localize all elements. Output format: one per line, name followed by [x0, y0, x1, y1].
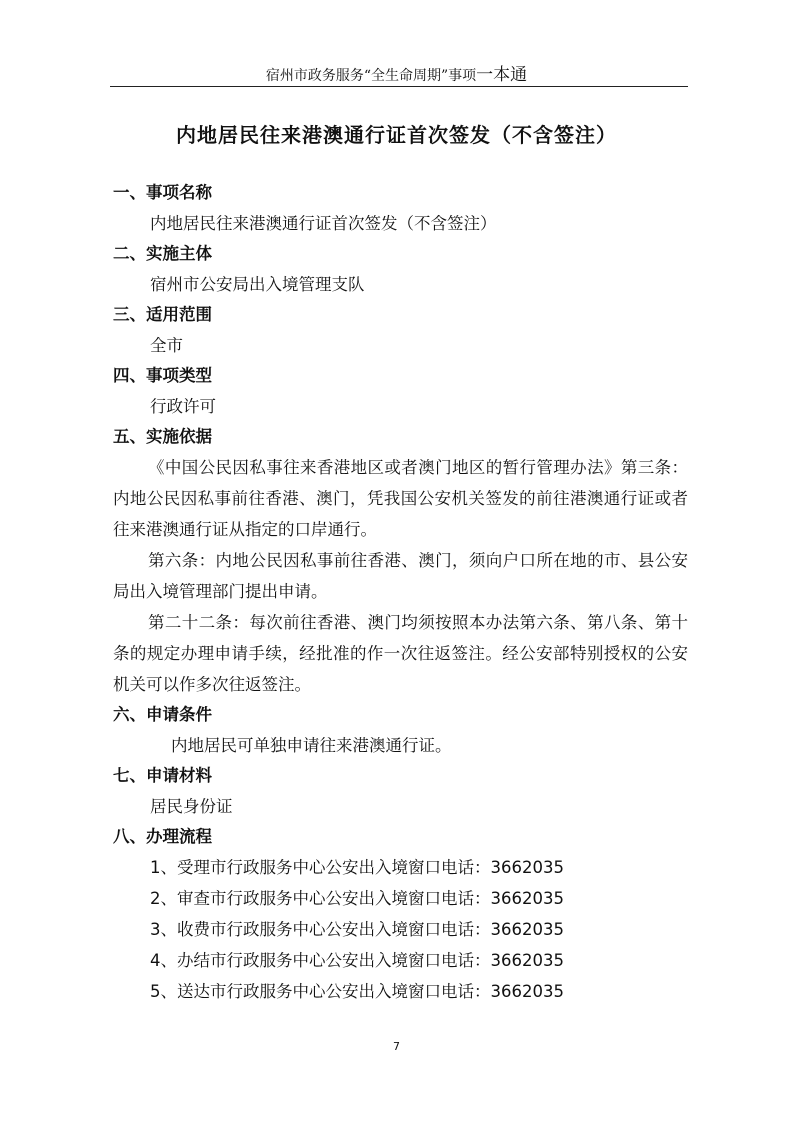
process-step: 1、受理市行政服务中心公安出入境窗口电话：3662035: [150, 858, 564, 877]
header-rule: [110, 86, 688, 87]
section-heading: 四、事项类型: [113, 366, 212, 385]
section-value: 内地居民可单独申请往来港澳通行证。: [171, 736, 452, 755]
page-header: [0, 60, 793, 85]
header-big-text: 一本通: [476, 65, 528, 85]
section-value: 内地居民往来港澳通行证首次签发（不含签注）: [150, 214, 497, 233]
section-value: 居民身份证: [150, 797, 233, 816]
section-heading: 八、办理流程: [113, 827, 212, 846]
document-title: 内地居民往来港澳通行证首次签发（不含签注）: [176, 123, 617, 147]
basis-paragraph: 《中国公民因私事往来香港地区或者澳门地区的暂行管理办法》第三条：内地公民因私事前往香港、澳门，凭我国公安机关签发的前往港澳通行证或者往来港澳通行证从指定的口岸通行。: [113, 458, 688, 539]
header-text: 宿州市政务服务“全生命周期”事项: [265, 68, 477, 84]
process-step: 5、送达市行政服务中心公安出入境窗口电话：3662035: [150, 982, 564, 1001]
section-heading: 七、申请材料: [113, 766, 212, 785]
process-step: 4、办结市行政服务中心公安出入境窗口电话：3662035: [150, 951, 564, 970]
section-value: 行政许可: [150, 397, 216, 416]
section-heading: 三、适用范围: [113, 305, 212, 324]
section-value: 宿州市公安局出入境管理支队: [150, 275, 365, 294]
section-heading: 六、申请条件: [113, 705, 212, 724]
basis-paragraph: 第六条：内地公民因私事前往香港、澳门，须向户口所在地的市、县公安局出入境管理部门提出申请。: [113, 551, 688, 601]
process-step: 3、收费市行政服务中心公安出入境窗口电话：3662035: [150, 920, 564, 939]
process-step: 2、审查市行政服务中心公安出入境窗口电话：3662035: [150, 889, 564, 908]
section-heading: 一、事项名称: [113, 183, 212, 202]
basis-paragraph: 第二十二条：每次前往香港、澳门均须按照本办法第六条、第八条、第十条的规定办理申请手续，经批准的作一次往返签注。经公安部特别授权的公安机关可以作多次往返签注。: [113, 613, 688, 694]
section-value: 全市: [150, 336, 183, 355]
section-heading: 五、实施依据: [113, 427, 212, 446]
page-number: 7: [393, 1040, 400, 1053]
document-body: [113, 178, 688, 1007]
section-heading: 二、实施主体: [113, 244, 212, 263]
